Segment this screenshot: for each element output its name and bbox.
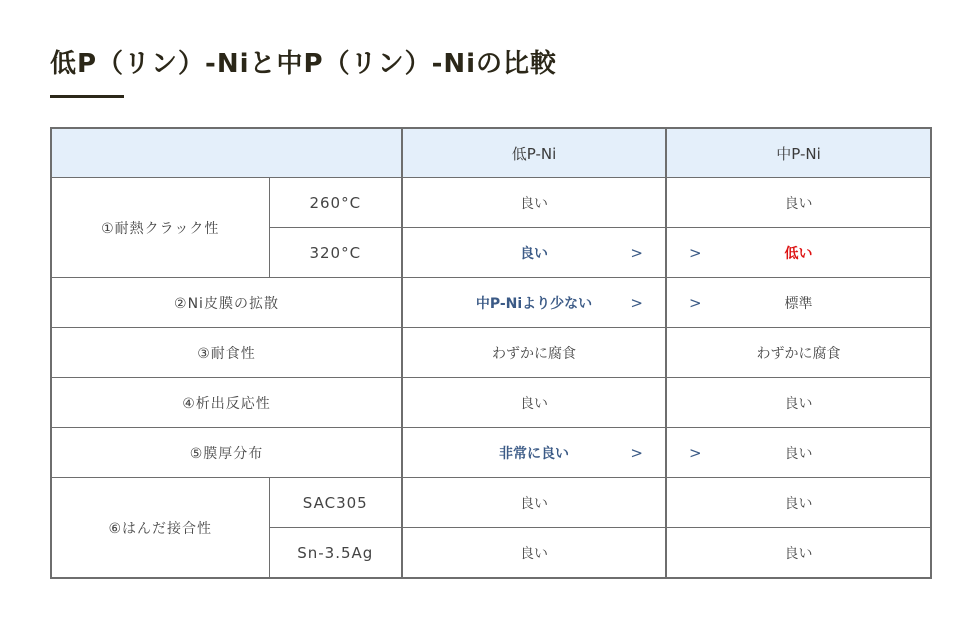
table-row <box>51 378 931 428</box>
title-underline <box>50 95 124 98</box>
row-sublabel: Sn-3.5Ag <box>269 528 402 579</box>
comparison-table <box>50 127 932 579</box>
low-p-value-text: 良い <box>520 195 548 212</box>
greater-than-icon: > <box>630 243 643 262</box>
table-row <box>51 328 931 378</box>
mid-p-value-text: 標準 <box>784 295 813 312</box>
row-sublabel: SAC305 <box>269 478 402 528</box>
row-label-ni-diffusion: ②Ni皮膜の拡散 <box>51 278 402 328</box>
column-header-low-p: 低P-Ni <box>402 128 666 178</box>
table-row <box>51 178 931 228</box>
greater-than-icon: > <box>689 293 702 312</box>
greater-than-icon: > <box>689 443 702 462</box>
mid-p-value <box>666 278 931 328</box>
low-p-value <box>402 178 666 228</box>
low-p-value-text: 良い <box>520 395 548 412</box>
greater-than-icon: > <box>630 443 643 462</box>
mid-p-value-text: 良い <box>784 195 813 212</box>
low-p-value-text: 良い <box>520 245 548 262</box>
mid-p-value-text: 良い <box>784 545 813 562</box>
mid-p-value-text: 良い <box>784 445 813 462</box>
mid-p-value-text: 低い <box>784 245 813 262</box>
mid-p-value <box>666 178 931 228</box>
low-p-value <box>402 228 666 278</box>
low-p-value-text: わずかに腐食 <box>492 345 576 362</box>
row-sublabel: 260°C <box>269 178 402 228</box>
row-label-thickness: ⑤膜厚分布 <box>51 428 402 478</box>
mid-p-value <box>666 428 931 478</box>
row-label-heat-crack: ①耐熱クラック性 <box>51 178 269 278</box>
mid-p-value <box>666 378 931 428</box>
mid-p-value <box>666 228 931 278</box>
mid-p-value-text: 良い <box>784 495 813 512</box>
row-sublabel: 320°C <box>269 228 402 278</box>
mid-p-value-text: 良い <box>784 395 813 412</box>
low-p-value <box>402 428 666 478</box>
mid-p-value-text: わずかに腐食 <box>756 345 841 362</box>
greater-than-icon: > <box>630 293 643 312</box>
low-p-value <box>402 328 666 378</box>
table-row <box>51 278 931 328</box>
low-p-value-text: 良い <box>520 495 548 512</box>
page-title: 低P（リン）-Niと中P（リン）-Niの比較 <box>50 49 558 79</box>
mid-p-value <box>666 528 931 579</box>
low-p-value-text: 良い <box>520 545 548 562</box>
table-row <box>51 478 931 528</box>
table-header-row <box>51 128 931 178</box>
low-p-value <box>402 278 666 328</box>
table-row <box>51 428 931 478</box>
mid-p-value <box>666 328 931 378</box>
low-p-value <box>402 528 666 579</box>
low-p-value <box>402 378 666 428</box>
row-label-deposition: ④析出反応性 <box>51 378 402 428</box>
mid-p-value <box>666 478 931 528</box>
low-p-value-text: 非常に良い <box>499 445 569 462</box>
row-label-solder: ⑥はんだ接合性 <box>51 478 269 579</box>
header-empty-cell <box>51 128 402 178</box>
row-label-corrosion: ③耐食性 <box>51 328 402 378</box>
low-p-value-text: 中P-Niより少ない <box>475 295 593 312</box>
greater-than-icon: > <box>689 243 702 262</box>
column-header-mid-p: 中P-Ni <box>666 128 931 178</box>
low-p-value <box>402 478 666 528</box>
